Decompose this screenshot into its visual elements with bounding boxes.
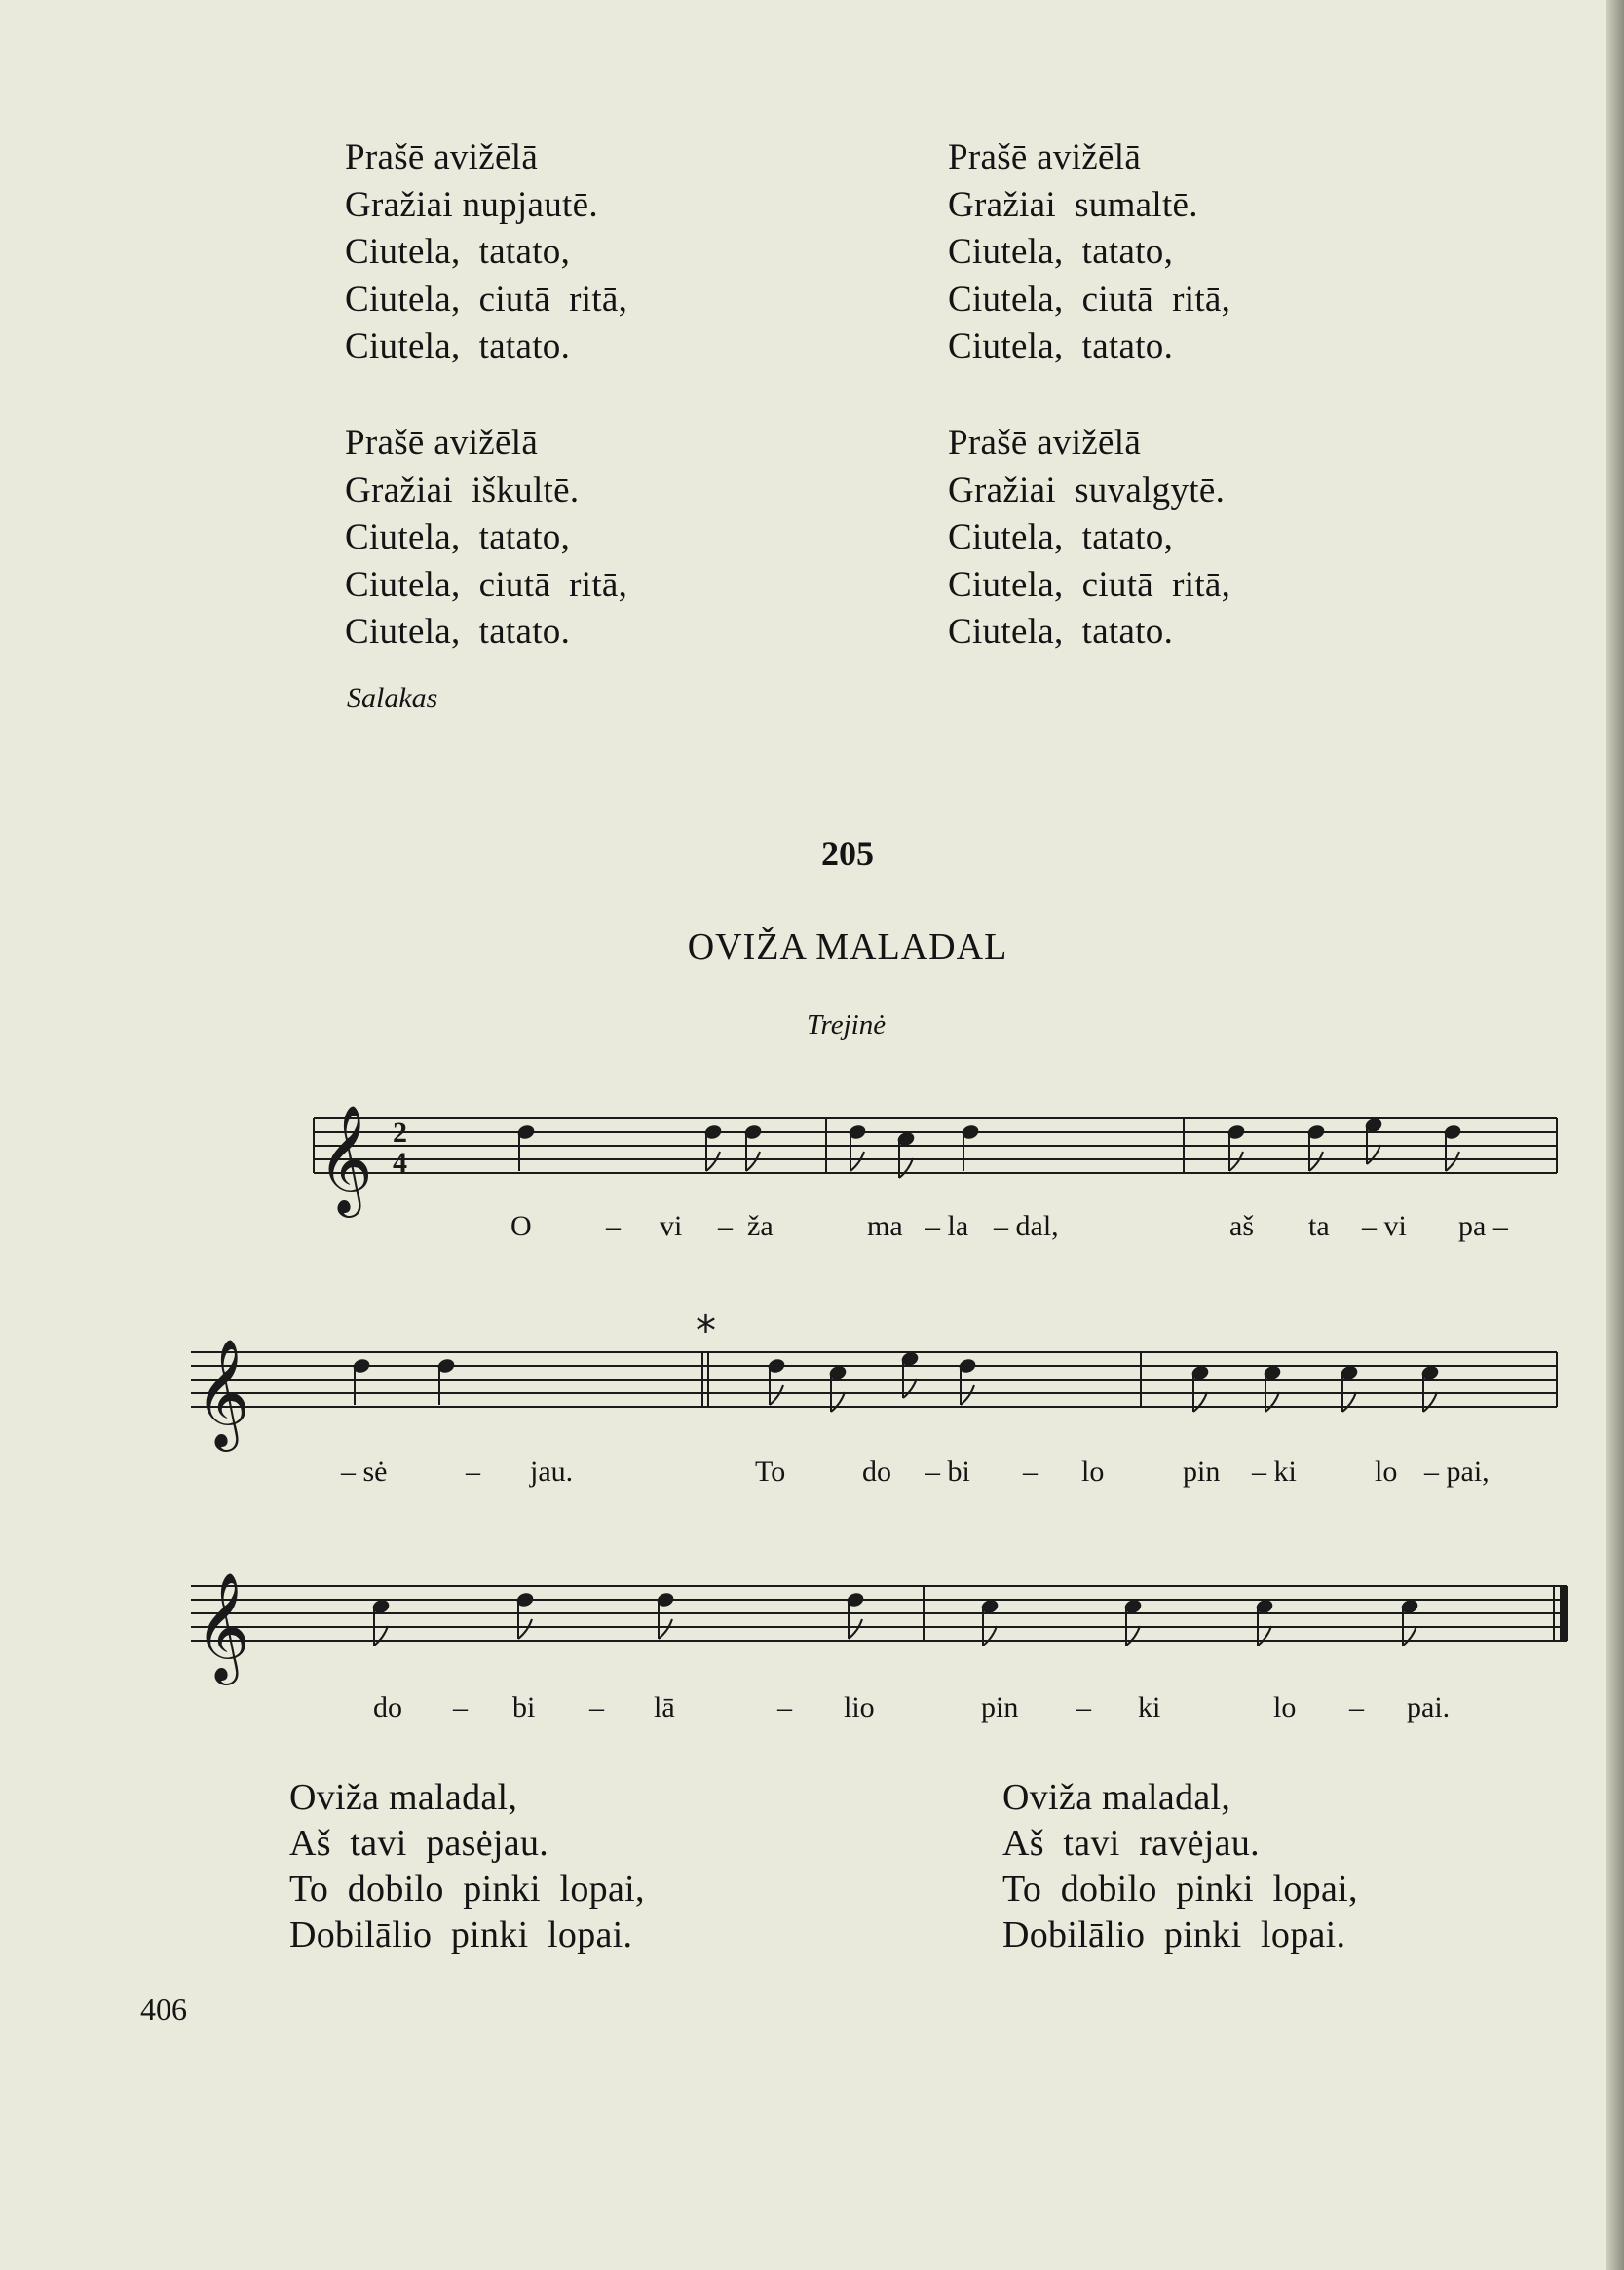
verse-line: Ciutela, tatato, bbox=[948, 517, 1174, 557]
lyric-syllable: – sė bbox=[341, 1456, 388, 1488]
note-flag bbox=[1367, 1145, 1380, 1164]
verse-line: Ciutela, tatato, bbox=[345, 232, 571, 272]
note-flag bbox=[706, 1152, 720, 1171]
note-flag bbox=[1342, 1392, 1356, 1412]
note-flag bbox=[849, 1619, 862, 1639]
verse-line: Ciutela, ciutā ritā, bbox=[948, 279, 1231, 320]
note-flag bbox=[831, 1392, 845, 1412]
verse-line: Ciutela, tatato. bbox=[345, 326, 571, 366]
verse-line: Aš tavi pasėjau. bbox=[289, 1823, 549, 1864]
treble-clef-icon: 𝄞 bbox=[195, 1571, 250, 1681]
stanza-6 bbox=[1002, 1775, 1358, 1958]
note-flag bbox=[903, 1379, 917, 1398]
asterisk-marker: * bbox=[696, 1306, 716, 1354]
verse-line: Ciutela, ciutā ritā, bbox=[345, 564, 628, 605]
verse-line: Gražiai nupjautē. bbox=[345, 184, 598, 225]
song-title: OVIŽA MALADAL bbox=[687, 927, 1008, 967]
notes bbox=[352, 1117, 1461, 1646]
lyric-syllable: To bbox=[755, 1456, 786, 1488]
verse-line: Oviža maladal, bbox=[289, 1777, 518, 1818]
verse-line: To dobilo pinki lopai, bbox=[1002, 1869, 1358, 1910]
verse-line: Gražiai iškultē. bbox=[345, 470, 580, 511]
note-flag bbox=[899, 1158, 913, 1178]
staff-2 bbox=[191, 1352, 1557, 1407]
stanza-5 bbox=[289, 1775, 645, 1958]
lyric-syllable: vi bbox=[660, 1210, 683, 1242]
lyric-syllable: pin bbox=[981, 1691, 1019, 1723]
lyric-syllable: – la bbox=[925, 1210, 969, 1242]
note-flag bbox=[961, 1385, 974, 1405]
treble-clef-icon: 𝄞 bbox=[195, 1338, 250, 1447]
lyric-syllable: O bbox=[510, 1210, 532, 1242]
lyric-syllable: lā bbox=[654, 1691, 675, 1723]
verse-line: Aš tavi ravėjau. bbox=[1002, 1823, 1260, 1864]
verse-line: Dobilālio pinki lopai. bbox=[289, 1914, 633, 1955]
verse-line: To dobilo pinki lopai, bbox=[289, 1869, 645, 1910]
lyric-syllable: lio bbox=[844, 1691, 875, 1723]
note-flag bbox=[1193, 1392, 1207, 1412]
lyric-syllable: – dal, bbox=[994, 1210, 1059, 1242]
note-flag bbox=[1258, 1626, 1271, 1646]
verse-line: Oviža maladal, bbox=[1002, 1777, 1231, 1818]
lyric-syllable: – ki bbox=[1252, 1456, 1297, 1488]
lyric-syllable: jau. bbox=[530, 1456, 574, 1488]
note-flag bbox=[1309, 1152, 1323, 1171]
svg-text:𝄞: 𝄞 bbox=[318, 1104, 373, 1213]
lyric-syllable: pa – bbox=[1458, 1210, 1508, 1242]
lyric-syllable: – bi bbox=[925, 1456, 970, 1488]
lyric-syllable: bi bbox=[512, 1691, 536, 1723]
note-flag bbox=[518, 1619, 532, 1639]
lyric-syllable: pai. bbox=[1407, 1691, 1451, 1723]
lyric-syllable: – bbox=[718, 1210, 733, 1242]
lyric-syllable: – bbox=[466, 1456, 480, 1488]
verse-line: Prašē avižēlā bbox=[345, 137, 539, 177]
verse-line: Ciutela, tatato, bbox=[345, 517, 571, 557]
song-number: 205 bbox=[821, 834, 874, 873]
tempo-marking: Trejinė bbox=[807, 1009, 887, 1040]
lyric-syllable: ki bbox=[1138, 1691, 1161, 1723]
lyric-syllable: ža bbox=[747, 1210, 774, 1242]
verse-line: Prašē avižēlā bbox=[345, 423, 539, 463]
verse-line: Ciutela, ciutā ritā, bbox=[948, 564, 1231, 605]
lyric-syllable: – bbox=[1349, 1691, 1364, 1723]
lyric-syllable: lo bbox=[1273, 1691, 1297, 1723]
note-flag bbox=[983, 1626, 997, 1646]
verse-line: Ciutela, tatato. bbox=[345, 612, 571, 652]
lyric-syllable: lo bbox=[1375, 1456, 1398, 1488]
note-flag bbox=[374, 1626, 388, 1646]
lyric-syllable: – bbox=[1076, 1691, 1091, 1723]
verse-line: Ciutela, ciutā ritā, bbox=[345, 279, 628, 320]
verse-line: Dobilālio pinki lopai. bbox=[1002, 1914, 1346, 1955]
verse-line: Prašē avižēlā bbox=[948, 423, 1142, 463]
note-flag bbox=[659, 1619, 672, 1639]
lyric-syllable: – pai, bbox=[1424, 1456, 1490, 1488]
verse-line: Gražiai suvalgytē. bbox=[948, 470, 1226, 511]
verse-line: Gražiai sumaltē. bbox=[948, 184, 1198, 225]
lyric-syllable: pin bbox=[1183, 1456, 1221, 1488]
source-location: Salakas bbox=[347, 682, 438, 714]
lyric-syllable: do bbox=[373, 1691, 402, 1723]
lyric-syllable: – bbox=[777, 1691, 792, 1723]
note-flag bbox=[1446, 1152, 1459, 1171]
note-flag bbox=[1126, 1626, 1140, 1646]
lyric-syllable: do bbox=[862, 1456, 891, 1488]
lyric-syllable: aš bbox=[1229, 1210, 1254, 1242]
verse-line: Prašē avižēlā bbox=[948, 137, 1142, 177]
lyric-syllable: – vi bbox=[1362, 1210, 1407, 1242]
time-signature-top: 2 bbox=[393, 1116, 407, 1149]
lyric-syllable: – bbox=[606, 1210, 621, 1242]
verse-line: Ciutela, tatato. bbox=[948, 326, 1174, 366]
lyric-syllable: – bbox=[589, 1691, 604, 1723]
treble-clef-icon bbox=[318, 1104, 373, 1218]
lyric-syllable: lo bbox=[1081, 1456, 1105, 1488]
note-flag bbox=[1265, 1392, 1279, 1412]
note-flag bbox=[1423, 1392, 1437, 1412]
note-flag bbox=[746, 1152, 760, 1171]
verse-line: Ciutela, tatato. bbox=[948, 612, 1174, 652]
lyric-syllable: – bbox=[453, 1691, 468, 1723]
lyric-syllable: ma bbox=[867, 1210, 903, 1242]
staff-3 bbox=[191, 1586, 1567, 1641]
final-barline bbox=[1560, 1586, 1568, 1641]
note-flag bbox=[1229, 1152, 1243, 1171]
lyric-syllable: – bbox=[1023, 1456, 1038, 1488]
lyric-syllable: ta bbox=[1308, 1210, 1330, 1242]
note-flag bbox=[770, 1385, 783, 1405]
note-flag bbox=[1403, 1626, 1416, 1646]
time-signature-bottom: 4 bbox=[393, 1147, 407, 1179]
page-number: 406 bbox=[140, 1991, 187, 2026]
verse-line: Ciutela, tatato, bbox=[948, 232, 1174, 272]
note-flag bbox=[850, 1152, 864, 1171]
